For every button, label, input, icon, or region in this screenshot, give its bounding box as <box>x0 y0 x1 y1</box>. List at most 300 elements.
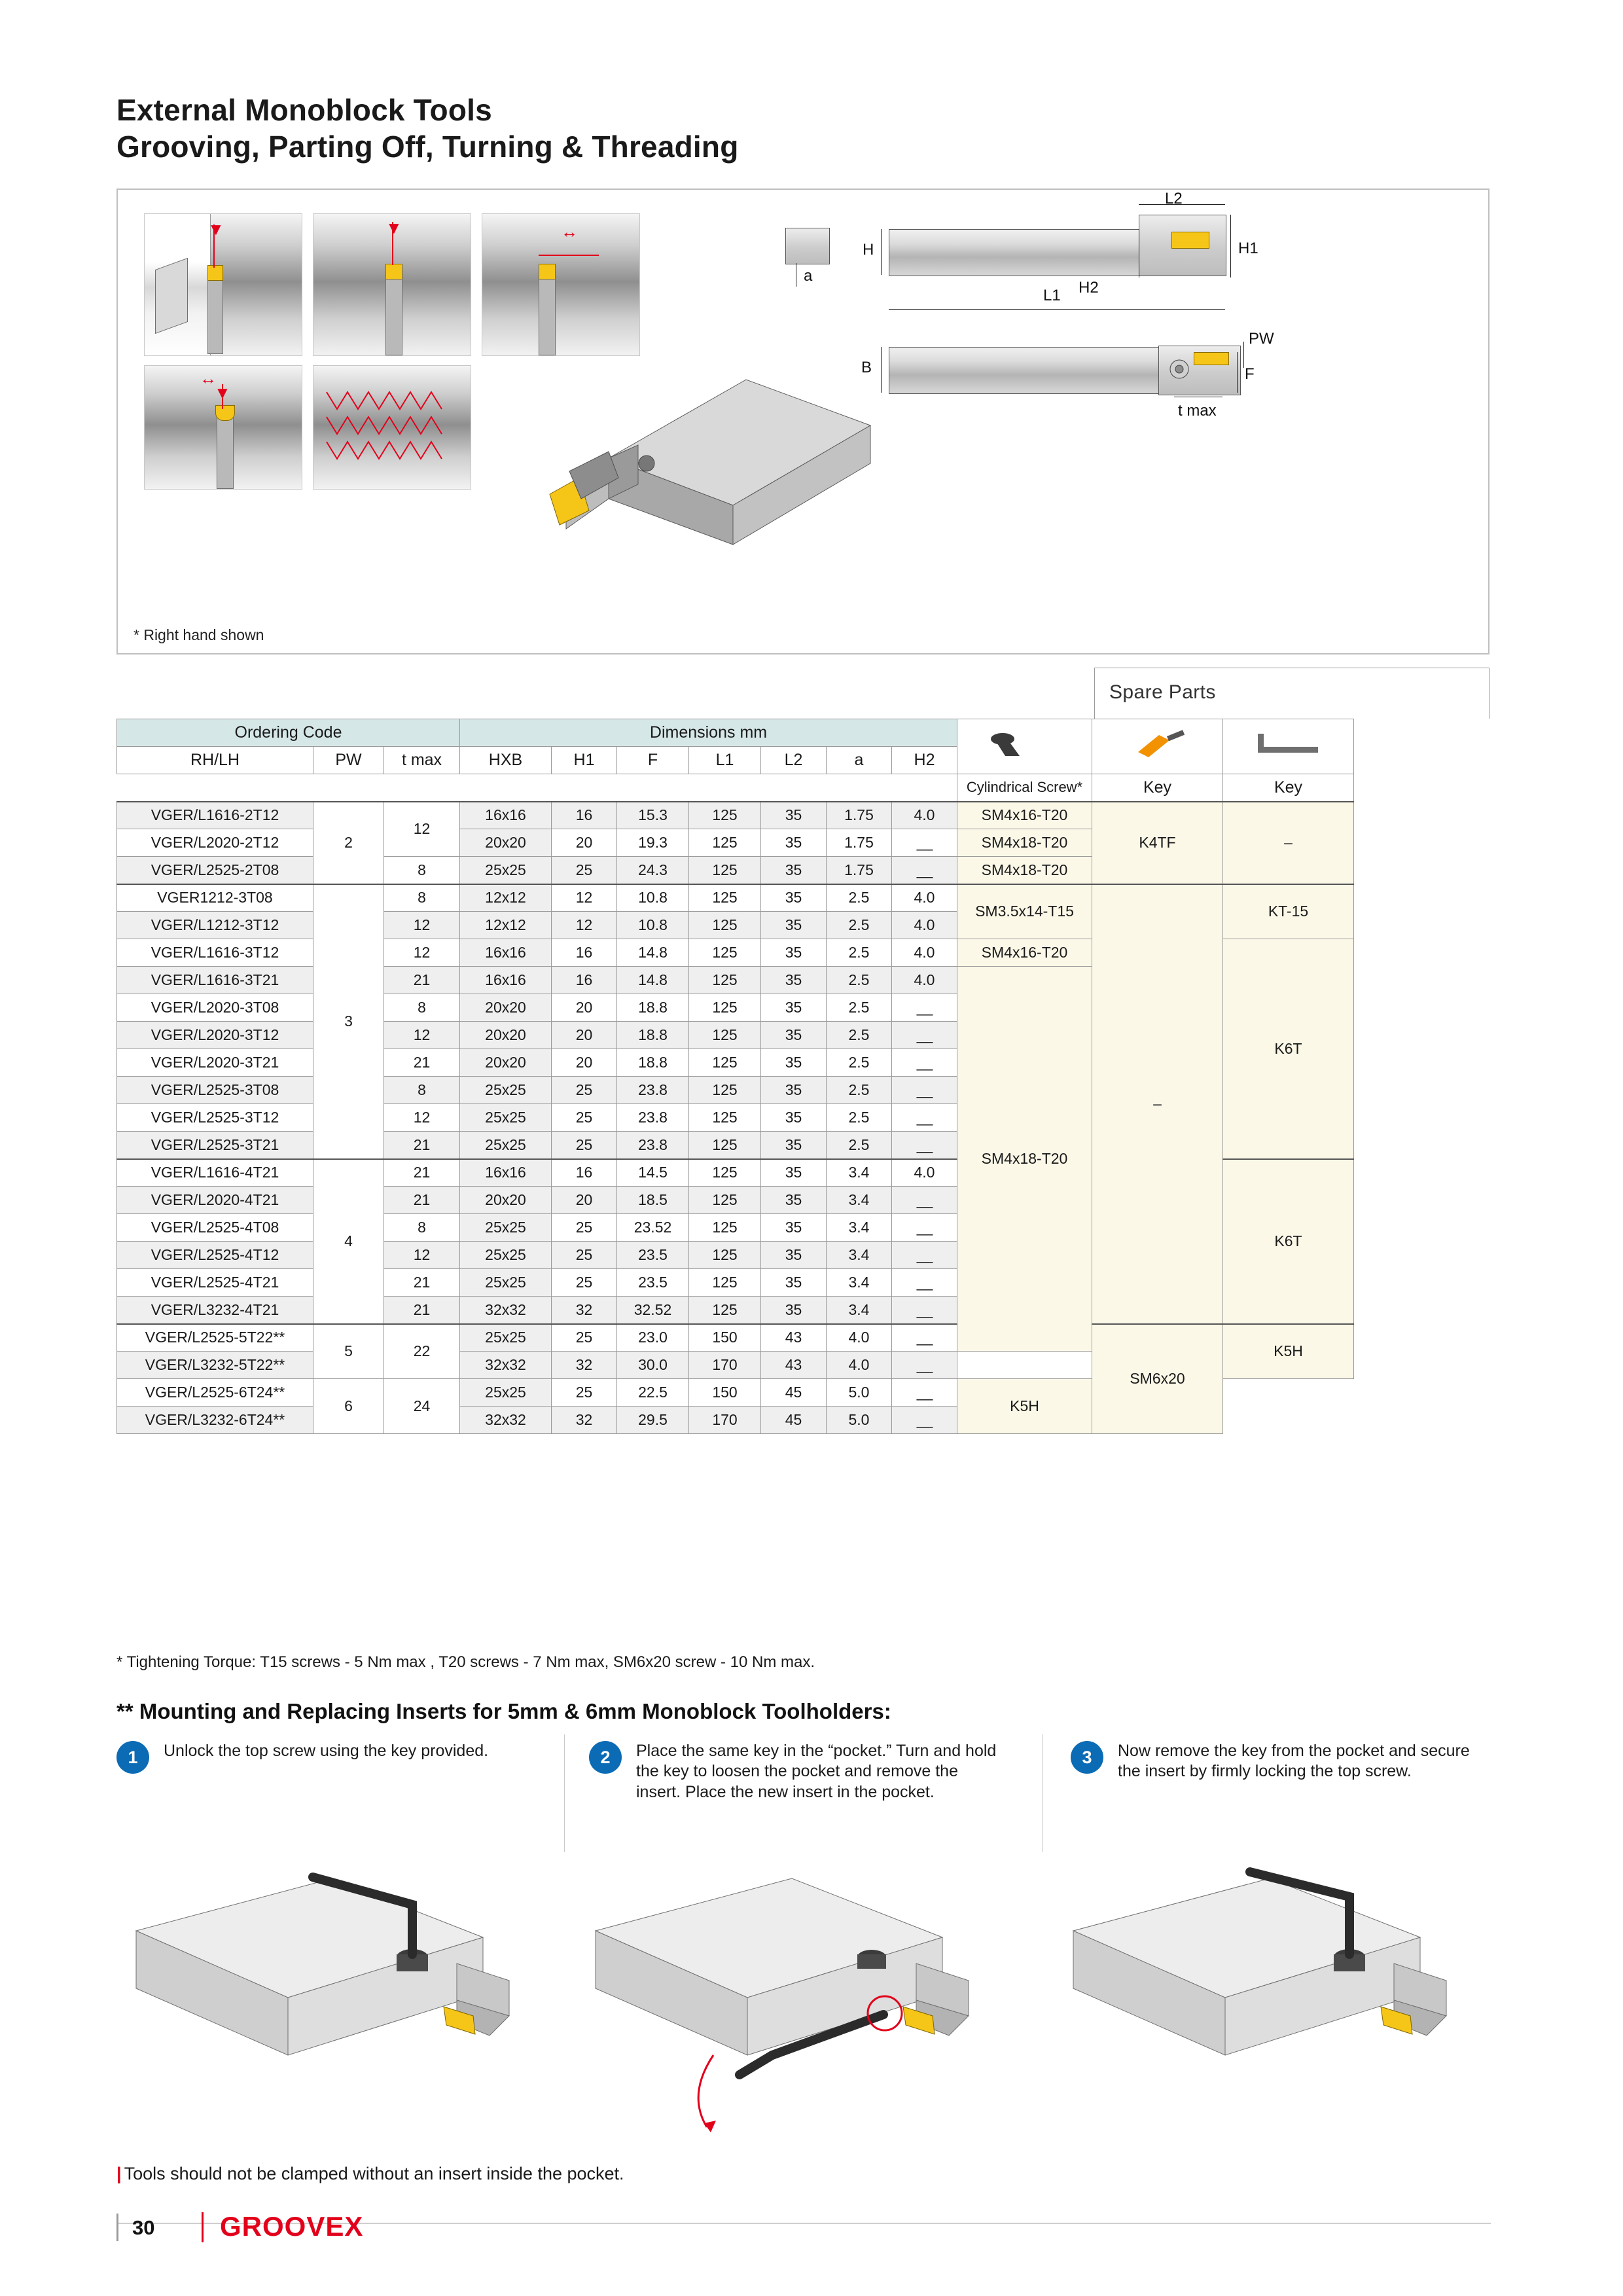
cell-l2: 45 <box>761 1379 827 1407</box>
col-header-hxb: HXB <box>460 747 552 774</box>
dim-label-b: B <box>861 359 872 376</box>
cell-key-2: K5H <box>957 1379 1092 1434</box>
step-text: Unlock the top screw using the key provided. <box>164 1742 489 1760</box>
cell-h2: __ <box>892 1407 957 1434</box>
cell-tmax: 21 <box>384 1159 460 1187</box>
cell-tmax: 21 <box>384 1049 460 1077</box>
cell-tmax: 12 <box>384 912 460 939</box>
cell-pw: 3 <box>313 884 384 1159</box>
col-header-cyl-screw: Cylindrical Screw* <box>957 774 1092 802</box>
cell-h2: 4.0 <box>892 884 957 912</box>
cell-key-1: K4TF <box>1092 802 1223 884</box>
cell-code: VGER/L1616-4T21 <box>117 1159 313 1187</box>
cell-hxb: 20x20 <box>460 1022 552 1049</box>
cell-hxb: 25x25 <box>460 1242 552 1269</box>
dim-label-h: H <box>863 241 874 259</box>
cell-hxb: 32x32 <box>460 1352 552 1379</box>
cell-tmax: 8 <box>384 857 460 884</box>
cell-h1: 20 <box>552 829 617 857</box>
title-line-1: External Monoblock Tools <box>116 93 492 127</box>
cell-key-2: – <box>1223 802 1354 884</box>
cell-l2: 35 <box>761 1077 827 1104</box>
cell-h2: 4.0 <box>892 802 957 829</box>
cell-l2: 35 <box>761 967 827 994</box>
cell-l1: 125 <box>689 1077 761 1104</box>
cell-l1: 125 <box>689 1159 761 1187</box>
cell-screw: SM4x16-T20 <box>957 939 1092 967</box>
cell-l1: 125 <box>689 1049 761 1077</box>
cell-h2: __ <box>892 1297 957 1324</box>
cell-h2: __ <box>892 1214 957 1242</box>
col-header-h2: H2 <box>892 747 957 774</box>
mounting-illustration-1 <box>116 1859 522 2153</box>
cell-f: 10.8 <box>617 912 689 939</box>
dim-pw-line <box>1243 342 1244 368</box>
cell-l2: 35 <box>761 912 827 939</box>
cell-h2: 4.0 <box>892 939 957 967</box>
cell-screw: SM3.5x14-T15 <box>957 884 1092 939</box>
cell-code: VGER/L2020-4T21 <box>117 1187 313 1214</box>
cell-h2: __ <box>892 1104 957 1132</box>
cell-a: 4.0 <box>827 1352 892 1379</box>
dim-label-a: a <box>804 267 813 285</box>
cell-l1: 125 <box>689 857 761 884</box>
spare-parts-header <box>1094 668 1489 719</box>
cell-a: 3.4 <box>827 1269 892 1297</box>
clamp-detail <box>785 228 830 264</box>
cell-hxb: 16x16 <box>460 1159 552 1187</box>
cell-a: 3.4 <box>827 1242 892 1269</box>
spacer-1 <box>117 774 313 802</box>
cell-l2: 35 <box>761 1159 827 1187</box>
cell-l1: 170 <box>689 1407 761 1434</box>
cell-a: 3.4 <box>827 1214 892 1242</box>
insert <box>539 264 556 279</box>
cell-l2: 45 <box>761 1407 827 1434</box>
cell-code: VGER/L2525-3T08 <box>117 1077 313 1104</box>
cell-hxb: 16x16 <box>460 939 552 967</box>
cell-f: 23.8 <box>617 1132 689 1159</box>
cell-tmax: 12 <box>384 939 460 967</box>
cell-tmax: 8 <box>384 1077 460 1104</box>
cell-a: 1.75 <box>827 857 892 884</box>
cell-code: VGER/L2525-3T21 <box>117 1132 313 1159</box>
cell-f: 23.8 <box>617 1077 689 1104</box>
cell-l1: 125 <box>689 1104 761 1132</box>
cell-l2: 35 <box>761 1022 827 1049</box>
screw-icon <box>986 730 1064 760</box>
table-row <box>117 884 1354 912</box>
application-threading <box>313 365 471 490</box>
cell-a: 2.5 <box>827 1022 892 1049</box>
spare-parts-title: Spare Parts <box>1109 681 1216 703</box>
cell-f: 32.52 <box>617 1297 689 1324</box>
cell-a: 1.75 <box>827 829 892 857</box>
cell-l2: 35 <box>761 1214 827 1242</box>
cell-hxb: 20x20 <box>460 994 552 1022</box>
mounting-illustration-2 <box>576 1859 982 2153</box>
cell-h1: 20 <box>552 1022 617 1049</box>
shank-top <box>889 347 1169 394</box>
cell-pw: 2 <box>313 802 384 884</box>
warning-bar-icon: | <box>116 2164 122 2183</box>
cell-h1: 25 <box>552 1077 617 1104</box>
cell-a: 4.0 <box>827 1324 892 1352</box>
cell-code: VGER/L1616-3T12 <box>117 939 313 967</box>
cell-code: VGER/L2525-4T08 <box>117 1214 313 1242</box>
cell-l1: 125 <box>689 1132 761 1159</box>
cell-a: 3.4 <box>827 1297 892 1324</box>
cell-code: VGER/L3232-6T24** <box>117 1407 313 1434</box>
cell-l1: 125 <box>689 884 761 912</box>
dim-label-l2: L2 <box>1165 190 1183 207</box>
cell-code: VGER/L1212-3T12 <box>117 912 313 939</box>
mounting-illustration-3 <box>1054 1859 1459 2153</box>
col-header-h1: H1 <box>552 747 617 774</box>
cell-code: VGER/L2020-2T12 <box>117 829 313 857</box>
application-grooving-radial <box>144 213 302 356</box>
cell-h2: __ <box>892 1324 957 1352</box>
insert <box>215 405 235 421</box>
header-ordering-code: Ordering Code <box>117 719 460 747</box>
cell-l1: 125 <box>689 1022 761 1049</box>
cell-code: VGER/L2525-5T22** <box>117 1324 313 1352</box>
page-number: 30 <box>132 2216 155 2239</box>
cell-l2: 35 <box>761 1049 827 1077</box>
cell-a: 5.0 <box>827 1379 892 1407</box>
cell-l2: 43 <box>761 1352 827 1379</box>
cell-h2: __ <box>892 1132 957 1159</box>
cell-l2: 35 <box>761 802 827 829</box>
table-group-header-row <box>117 719 1354 747</box>
cell-hxb: 16x16 <box>460 802 552 829</box>
cell-l2: 35 <box>761 939 827 967</box>
cell-h1: 25 <box>552 857 617 884</box>
cell-code: VGER/L2020-3T21 <box>117 1049 313 1077</box>
cell-code: VGER/L1616-2T12 <box>117 802 313 829</box>
cell-code: VGER/L2525-4T21 <box>117 1269 313 1297</box>
cell-h2: 4.0 <box>892 967 957 994</box>
toolholder-3d-illustration <box>530 353 897 550</box>
cell-hxb: 25x25 <box>460 1379 552 1407</box>
cell-l2: 43 <box>761 1324 827 1352</box>
cell-hxb: 32x32 <box>460 1407 552 1434</box>
footer-page-bar <box>116 2214 118 2241</box>
cell-h1: 32 <box>552 1297 617 1324</box>
cell-h2: __ <box>892 1269 957 1297</box>
cell-h2: 4.0 <box>892 912 957 939</box>
cell-tmax: 12 <box>384 1242 460 1269</box>
cell-a: 2.5 <box>827 1049 892 1077</box>
figure-note: * Right hand shown <box>134 626 264 643</box>
cell-h1: 16 <box>552 1159 617 1187</box>
step-text: Now remove the key from the pocket and secure the insert by firmly locking the top screw. <box>1118 1742 1470 1781</box>
cell-a: 1.75 <box>827 802 892 829</box>
spacer-2 <box>313 774 957 802</box>
cell-code: VGER/L2020-3T12 <box>117 1022 313 1049</box>
cell-pw: 6 <box>313 1379 384 1434</box>
col-header-l1: L1 <box>689 747 761 774</box>
cut-line <box>539 255 599 256</box>
cell-l1: 125 <box>689 1242 761 1269</box>
screw-hole-icon <box>1162 352 1202 391</box>
cell-hxb: 25x25 <box>460 1324 552 1352</box>
cell-l1: 125 <box>689 1187 761 1214</box>
cell-l2: 35 <box>761 1297 827 1324</box>
cell-h2: __ <box>892 1077 957 1104</box>
icon-cell-key-wrench <box>1092 719 1223 774</box>
torque-note: * Tightening Torque: T15 screws - 5 Nm max , T20 screws - 7 Nm max, SM6x20 screw - 10 Nm max. <box>116 1653 815 1671</box>
cell-hxb: 32x32 <box>460 1297 552 1324</box>
cell-l1: 150 <box>689 1324 761 1352</box>
cell-l2: 35 <box>761 1242 827 1269</box>
tool-blade <box>539 274 556 355</box>
cell-h1: 32 <box>552 1352 617 1379</box>
page-title <box>116 92 1229 165</box>
cell-f: 30.0 <box>617 1352 689 1379</box>
cell-a: 2.5 <box>827 884 892 912</box>
cell-tmax: 8 <box>384 884 460 912</box>
mounting-section-title: ** Mounting and Replacing Inserts for 5mm & 6mm Monoblock Toolholders: <box>116 1699 891 1723</box>
application-profiling <box>144 365 302 490</box>
brand-logo: GROOVEX <box>220 2211 364 2242</box>
cell-f: 15.3 <box>617 802 689 829</box>
col-header-a: a <box>827 747 892 774</box>
icon-cell-screw <box>957 719 1092 774</box>
cell-l2: 35 <box>761 1104 827 1132</box>
cell-f: 19.3 <box>617 829 689 857</box>
cell-f: 18.8 <box>617 994 689 1022</box>
warning-note <box>116 2164 624 2184</box>
table-row <box>117 802 1354 829</box>
cell-code: VGER1212-3T08 <box>117 884 313 912</box>
cell-tmax: 21 <box>384 1132 460 1159</box>
cell-a: 3.4 <box>827 1159 892 1187</box>
cell-code: VGER/L3232-5T22** <box>117 1352 313 1379</box>
cell-h2: __ <box>892 1022 957 1049</box>
insert-side <box>1171 232 1209 249</box>
cell-f: 23.52 <box>617 1214 689 1242</box>
cell-f: 10.8 <box>617 884 689 912</box>
step-divider-1 <box>564 1734 565 1852</box>
figure-panel <box>116 188 1489 655</box>
insert-holder <box>155 258 188 334</box>
cell-hxb: 20x20 <box>460 1049 552 1077</box>
application-turning <box>482 213 640 356</box>
col-header-key-1: Key <box>1092 774 1223 802</box>
dim-b-line <box>881 347 882 393</box>
thread-profile-icon <box>313 366 471 490</box>
cell-a: 2.5 <box>827 967 892 994</box>
cell-tmax: 24 <box>384 1379 460 1434</box>
cell-a: 2.5 <box>827 912 892 939</box>
cell-a: 2.5 <box>827 939 892 967</box>
col-header-l2: L2 <box>761 747 827 774</box>
cell-hxb: 20x20 <box>460 829 552 857</box>
dim-label-f: F <box>1245 365 1255 383</box>
cell-code: VGER/L3232-4T21 <box>117 1297 313 1324</box>
tool-blade <box>217 416 234 489</box>
cell-l1: 125 <box>689 1269 761 1297</box>
col-header-rhlh: RH/LH <box>117 747 313 774</box>
cell-f: 24.3 <box>617 857 689 884</box>
cell-l1: 125 <box>689 912 761 939</box>
dim-h-line <box>881 229 882 275</box>
cell-a: 2.5 <box>827 994 892 1022</box>
icon-cell-allen-key <box>1223 719 1354 774</box>
cell-h1: 16 <box>552 939 617 967</box>
cell-tmax: 8 <box>384 1214 460 1242</box>
cell-hxb: 12x12 <box>460 884 552 912</box>
cell-a: 2.5 <box>827 1104 892 1132</box>
dim-label-pw: PW <box>1249 330 1274 348</box>
cell-hxb: 25x25 <box>460 1132 552 1159</box>
cell-h1: 25 <box>552 1104 617 1132</box>
cell-key-2: K5H <box>1223 1324 1354 1379</box>
application-parting-off <box>313 213 471 356</box>
table-spare-header-row <box>117 774 1354 802</box>
cell-tmax: 21 <box>384 1187 460 1214</box>
footer-accent-bar <box>202 2212 204 2242</box>
cell-screw: SM4x18-T20 <box>957 857 1092 884</box>
feed-arrow-icon: ▼ <box>207 219 224 239</box>
cell-tmax: 12 <box>384 1022 460 1049</box>
cell-l1: 125 <box>689 1214 761 1242</box>
key-wrench-icon <box>1118 730 1197 760</box>
cell-f: 18.5 <box>617 1187 689 1214</box>
cell-l1: 150 <box>689 1379 761 1407</box>
cell-code: VGER/L1616-3T21 <box>117 967 313 994</box>
insert <box>385 264 402 279</box>
cell-key-2: KT-15 <box>1223 884 1354 939</box>
cell-h1: 16 <box>552 967 617 994</box>
col-header-f: F <box>617 747 689 774</box>
cell-f: 22.5 <box>617 1379 689 1407</box>
cell-tmax: 21 <box>384 967 460 994</box>
cell-f: 23.5 <box>617 1242 689 1269</box>
cell-key-1: – <box>1092 884 1223 1324</box>
cell-l1: 125 <box>689 829 761 857</box>
cell-a: 3.4 <box>827 1187 892 1214</box>
cell-h1: 25 <box>552 1324 617 1352</box>
feed-arrow-icon: ↔ <box>200 368 217 388</box>
cell-l2: 35 <box>761 829 827 857</box>
cell-tmax: 8 <box>384 994 460 1022</box>
specification-table <box>116 719 1354 1434</box>
cell-h1: 25 <box>552 1214 617 1242</box>
table-row <box>117 1324 1354 1352</box>
cell-l2: 35 <box>761 1269 827 1297</box>
cell-screw: SM6x20 <box>1092 1324 1223 1434</box>
cell-h1: 25 <box>552 1242 617 1269</box>
title-line-2: Grooving, Parting Off, Turning & Threading <box>116 130 739 164</box>
cell-screw: SM4x18-T20 <box>957 829 1092 857</box>
cell-f: 14.8 <box>617 939 689 967</box>
cell-f: 23.0 <box>617 1324 689 1352</box>
cell-h1: 16 <box>552 802 617 829</box>
cell-l2: 35 <box>761 1187 827 1214</box>
cell-l1: 125 <box>689 967 761 994</box>
step-text: Place the same key in the “pocket.” Turn and hold the key to loosen the pocket and remove the insert. Place the new insert in the pocket. <box>636 1742 997 1801</box>
shank-side <box>889 229 1165 276</box>
step-number: 1 <box>116 1741 149 1774</box>
cell-h1: 20 <box>552 1049 617 1077</box>
warning-text: Tools should not be clamped without an insert inside the pocket. <box>124 2164 624 2183</box>
cell-h1: 20 <box>552 994 617 1022</box>
cell-h1: 12 <box>552 884 617 912</box>
cell-l1: 125 <box>689 939 761 967</box>
cell-code: VGER/L2525-6T24** <box>117 1379 313 1407</box>
cell-h2: __ <box>892 994 957 1022</box>
cell-f: 18.8 <box>617 1022 689 1049</box>
cell-screw: SM4x18-T20 <box>957 967 1092 1352</box>
cell-h2: __ <box>892 1187 957 1214</box>
cell-tmax: 21 <box>384 1269 460 1297</box>
cell-f: 14.5 <box>617 1159 689 1187</box>
allen-key-icon <box>1246 730 1331 760</box>
cell-hxb: 25x25 <box>460 1214 552 1242</box>
cell-key-2: K6T <box>1223 939 1354 1159</box>
cell-l2: 35 <box>761 994 827 1022</box>
cell-h2: 4.0 <box>892 1159 957 1187</box>
cell-h2: __ <box>892 1242 957 1269</box>
cell-l2: 35 <box>761 884 827 912</box>
cell-f: 18.8 <box>617 1049 689 1077</box>
cell-hxb: 12x12 <box>460 912 552 939</box>
cell-tmax: 21 <box>384 1297 460 1324</box>
dim-label-h2: H2 <box>1079 279 1099 296</box>
feed-arrow-icon: ▼ <box>385 218 402 238</box>
cell-h1: 32 <box>552 1407 617 1434</box>
cell-hxb: 25x25 <box>460 1077 552 1104</box>
step-number: 2 <box>589 1741 622 1774</box>
cell-h2: __ <box>892 829 957 857</box>
cell-a: 2.5 <box>827 1132 892 1159</box>
cell-screw: SM4x16-T20 <box>957 802 1092 829</box>
cell-pw: 4 <box>313 1159 384 1324</box>
col-header-pw: PW <box>313 747 384 774</box>
cell-hxb: 16x16 <box>460 967 552 994</box>
step-divider-2 <box>1042 1734 1043 1852</box>
dim-l1-line <box>889 309 1225 310</box>
step-number: 3 <box>1071 1741 1103 1774</box>
cell-tmax: 12 <box>384 1104 460 1132</box>
feed-arrow-icon: ↔ <box>561 222 578 242</box>
cell-l1: 125 <box>689 802 761 829</box>
cell-a: 5.0 <box>827 1407 892 1434</box>
dim-label-tmax: t max <box>1178 402 1217 420</box>
cell-f: 23.8 <box>617 1104 689 1132</box>
cell-code: VGER/L2020-3T08 <box>117 994 313 1022</box>
cell-h2: __ <box>892 1379 957 1407</box>
cell-l1: 125 <box>689 994 761 1022</box>
tool-blade <box>385 274 402 355</box>
cell-hxb: 20x20 <box>460 1187 552 1214</box>
cell-f: 29.5 <box>617 1407 689 1434</box>
col-header-tmax: t max <box>384 747 460 774</box>
cell-h1: 20 <box>552 1187 617 1214</box>
dim-label-l1: L1 <box>1043 287 1061 304</box>
header-dimensions: Dimensions mm <box>460 719 957 747</box>
cell-code: VGER/L2525-4T12 <box>117 1242 313 1269</box>
cell-l2: 35 <box>761 1132 827 1159</box>
cell-hxb: 25x25 <box>460 1269 552 1297</box>
cell-code: VGER/L2525-3T12 <box>117 1104 313 1132</box>
tool-blade <box>207 274 223 354</box>
cell-h2: __ <box>892 1049 957 1077</box>
cell-l2: 35 <box>761 857 827 884</box>
cell-h2: __ <box>892 857 957 884</box>
